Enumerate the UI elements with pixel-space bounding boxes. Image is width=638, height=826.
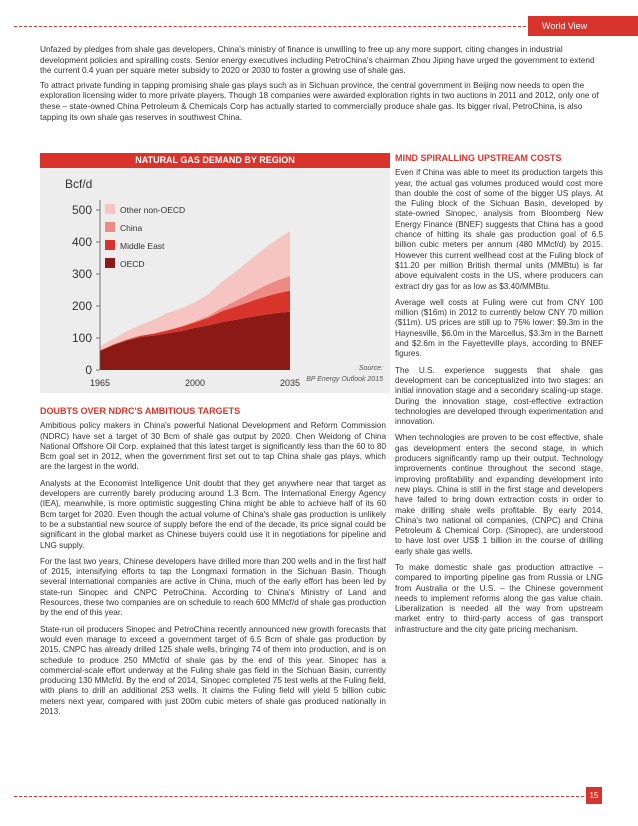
x-tick-label: 1965 [89,378,111,388]
chart-source-note: Source: [358,365,383,372]
left-column [40,406,386,723]
body-paragraph: For the last two years, Chinese developers have drilled more than 200 wells and in the first half of 2015, intensifying efforts to tap the Longmaxi formation in the Sichuan Basin. Though several international companies are active in China, much of the early effort has been led by state-run Sinopec and CNPC PetroChina. According to China's Ministry of Land and Resources, these two companies are on schedule to reach 600 MMcf/d of shale gas production by the end of this year. [40,556,386,618]
y-axis-label: Bcf/d [65,177,93,191]
area-chart [40,168,390,393]
bottom-dashed-rule [14,796,584,797]
body-paragraph: Ambitious policy makers in China's powerful National Development and Reform Commission (NDRC) have set a target of 30 Bcm of shale gas output by 2020. Chen Weidong of China National Offshore Oil Corp. explained that this latest target is significantly less than the 60 to 80 Bcm goal set in 2012, when the government first set out to tap China shale gas plays, which are the largest in the world. [40,421,386,472]
y-tick-label: 100 [71,331,92,345]
legend-label: OECD [120,259,145,269]
body-paragraph: When technologies are proven to be cost effective, shale gas development enters the second stage, in which producers significantly ramp up their output. Technology improvements continue throughout the second stage, improving profitability and expanding development into new plays. China is still in the first stage and developers have failed to bring down extraction costs in order to make drilling shale wells profitable. By early 2014, China's two national oil companies, (CNPC) and China Petroleum & Chemical Corp. (Sinopec), are understood to have lost over US$ 1 billion in the course of drilling early shale gas wells. [395,433,603,556]
section-heading-ndrc: DOUBTS OVER NDRC'S AMBITIOUS TARGETS [40,406,241,416]
legend-swatch [105,222,115,232]
y-tick-label: 200 [71,299,92,313]
body-paragraph: State-run oil producers Sinopec and PetroChina recently announced new growth forecasts that would even manage to exceed a government target of 6.5 Bcm of shale gas production by 2015. CNPC has already drilled 125 shale wells, bringing 74 of them into production, and is on schedule to produce 250 MMcf/d of shale gas by the end of this year. Sinopec has a commercial-scale effort underway at the Fuling shale gas field in the Sichuan Basin, currently producing 130 MMcf/d. By the end of 2014, Sinopec completed 75 test wells at the Fuling field, with plans to drill an additional 253 wells. It claims the Fuling field will yield 5 billion cubic meters next year, compared with just 200m cubic meters of shale gas produced nationally in 2013. [40,624,386,717]
intro-text [40,44,602,126]
intro-paragraph: To attract private funding in tapping promising shale gas plays such as in Sichuan province, the central government in Beijing now needs to open the exploration licensing wider to more private players. Though 18 companies were awarded exploration rights in two auctions in 2011 and 2012, only one of these – state-owned China Petroleum & Chemicals Corp has actually started to commercially produce shale gas. Its bigger rival, PetroChina, is also tapping its own shale gas reserves in southwest China. [40,79,599,122]
body-paragraph: To make domestic shale gas production attractive – compared to importing pipeline gas from Russia or LNG from Australia or the U.S. – the Chinese government needs to implement reforms along the gas value chain. Liberalization is needed all the way from upstream market entry to third-party access of gas transport infrastructure and the city gate pricing mechanism. [395,562,603,634]
body-paragraph: Analysts at the Economist Intelligence Unit doubt that they get anywhere near that target as developers are currently barely producing around 1.3 Bcm. The International Energy Agency (IEA), meanwhile, is more optimistic suggesting China might be able to achieve half of its 60 Bcm target for 2020. Even though the actual volume of China's shale gas production is unlikely to be a substantial new source of supply before the end of the decade, its price signal could be significant in the global market as Chinese buyers could use it in negotiations for pipeline and LNG supply. [40,478,386,550]
legend-label: China [120,223,143,233]
x-tick-label: 2035 [279,378,301,388]
y-tick-label: 500 [71,203,92,217]
y-tick-label: 0 [85,363,92,377]
body-paragraph: Even if China was able to meet its production targets this year, the actual gas volumes produced would cost more than double the cost of some of the bigger US plays. At the Fuling block of the Sichuan Basin, developed by state-owned Sinopec, analysis from Bloomberg New Energy Finance (BNEF) suggests that China has a good chance of hitting its shale gas production goal of 6.5 billion cubic meters per annum (480 MMcf/d) by 2015. However this current wellhead cost at the Fuling block of $11.20 per million British thermal units (MMBtu) is far above equivalent costs in the US, where producers can extract dry gas for as low as $3.40/MMBtu. [395,168,603,291]
section-tag: World View [528,16,638,36]
chart-source-note: BP Energy Outlook 2015 [306,376,383,383]
body-paragraph: Average well costs at Fuling were cut from CNY 100 million ($16m) in 2012 to currently below CNY 70 million ($11m). US prices are still up to 75% lower: $9.3m in the Haynesville, $6.0m in the Marcellus, $3.3m in the Barnett and $2.6m in the Fayetteville plays, according to BNEF figures. [395,297,603,359]
top-dashed-rule [14,26,526,27]
legend-swatch [105,258,115,268]
legend-swatch [105,204,115,214]
y-tick-label: 300 [71,267,92,281]
section-heading-costs: MIND SPIRALLING UPSTREAM COSTS [395,153,562,163]
legend-swatch [105,240,115,250]
intro-paragraph: Unfazed by pledges from shale gas developers, China's ministry of finance is unwilling to free up any more support, citing changes in industrial development policies and spiralling costs. Senior energy executives including PetroChina's chairman Zhou Jiping have urged the government to extend the current 0.4 yuan per square meter subsidy to 2020 or 2030 to foster a growing use of shale gas. [40,44,595,76]
y-tick-label: 400 [71,235,92,249]
legend-label: Other non-OECD [120,205,186,215]
x-tick-label: 2000 [184,378,206,388]
body-paragraph: The U.S. experience suggests that shale gas development can be conceptualized into two stages: an initial innovation stage and a secondary scaling-up stage. During the innovation stage, cost-effective extraction technologies are developed through experimentation and innovation. [395,365,603,427]
legend-label: Middle East [120,241,165,251]
right-column [395,153,603,641]
chart-title: NATURAL GAS DEMAND BY REGION [40,153,390,168]
page-number: 15 [586,787,602,804]
